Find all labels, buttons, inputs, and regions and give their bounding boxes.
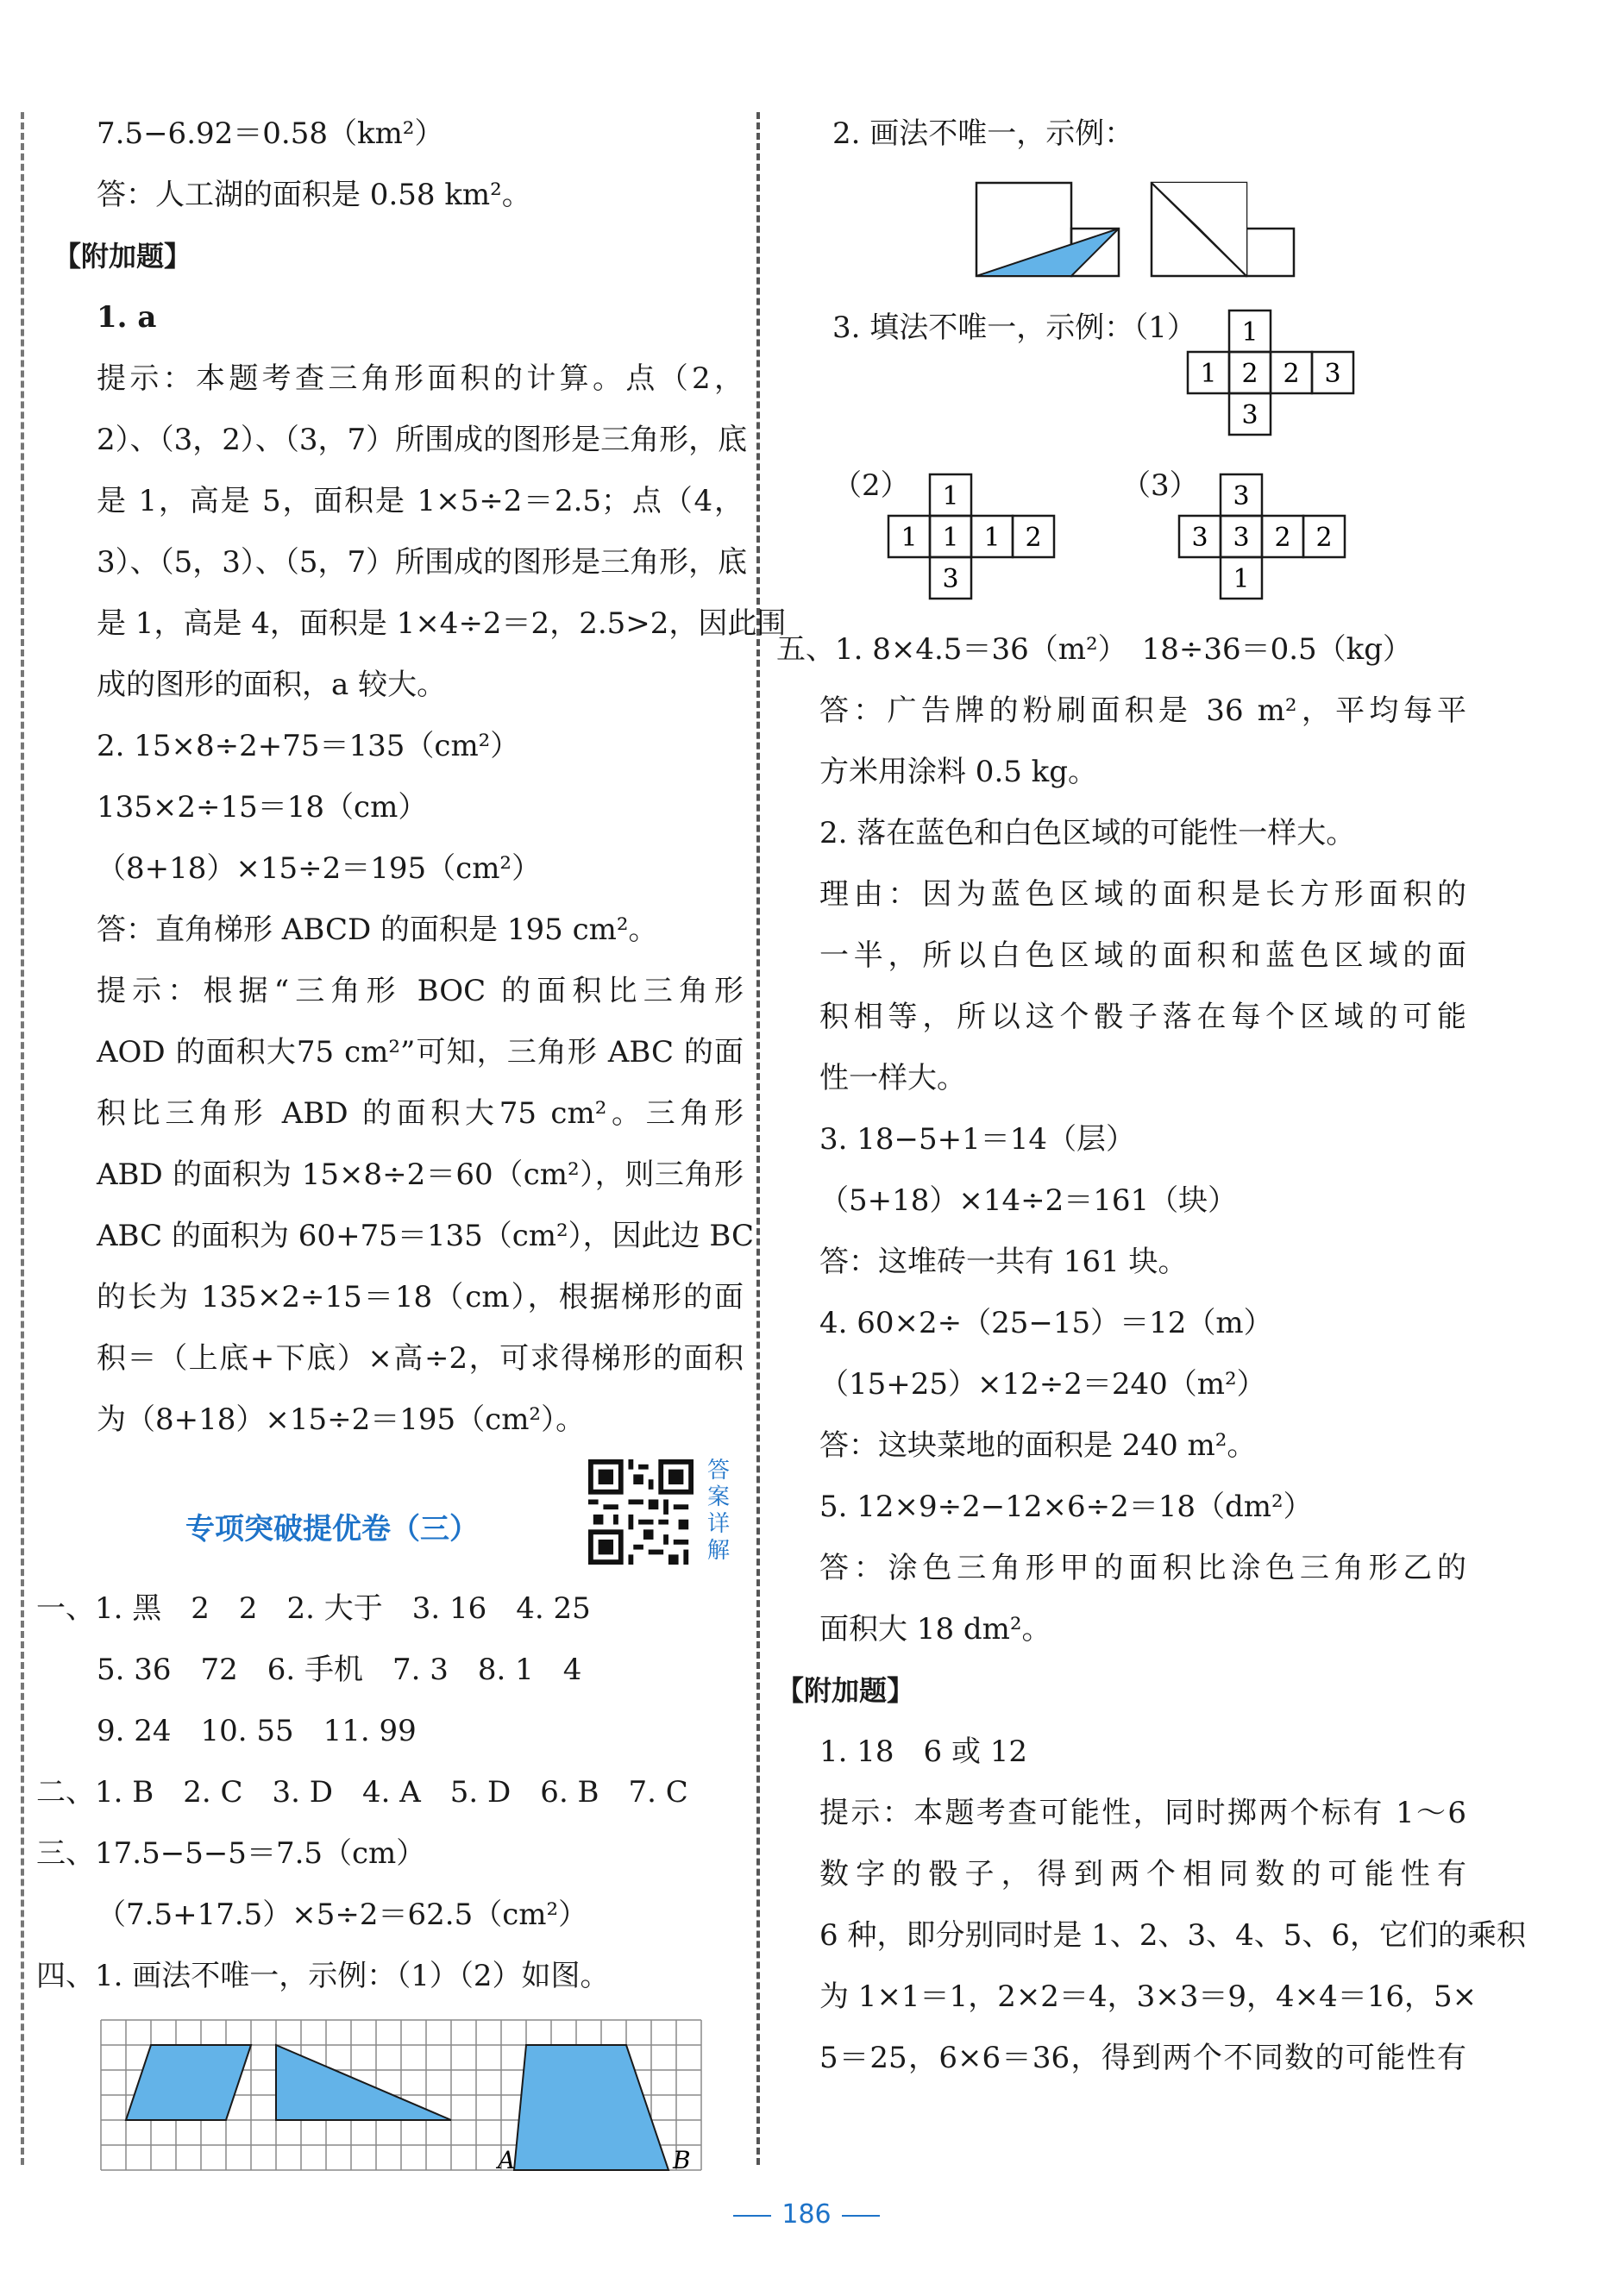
hint-line: 积比三角形 ABD 的面积大75 cm²。三角形 <box>97 1096 744 1131</box>
hint-line: 为 1×1＝1，2×2＝4，3×3＝9，4×4＝16，5× <box>819 1979 1478 2014</box>
text-line: 答：广告牌的粉刷面积是 36 m²，平均每平 <box>819 693 1466 728</box>
text-line: 性一样大。 <box>819 1061 966 1095</box>
net-cell: 2 <box>1274 523 1291 553</box>
text-line: 答：直角梯形 ABCD 的面积是 195 cm²。 <box>97 913 658 947</box>
hint-line: 5＝25，6×6＝36，得到两个不同数的可能性有 <box>819 2041 1466 2075</box>
hint-line: 积＝（上底+下底）×高÷2，可求得梯形的面积 <box>97 1341 744 1376</box>
footer-rule <box>733 2215 771 2217</box>
hint-line: 是 1，高是 4，面积是 1×4÷2＝2，2.5>2，因此围 <box>97 606 787 641</box>
drawing-example <box>975 181 1302 280</box>
net-cell: 3 <box>1324 359 1341 389</box>
text-line: 1. 18 6 或 12 <box>819 1735 1028 1769</box>
text-line: 理由：因为蓝色区域的面积是长方形面积的 <box>819 877 1466 912</box>
text-line: 3. 填法不唯一，示例：（1） <box>832 311 1196 345</box>
text-line: 答：涂色三角形甲的面积比涂色三角形乙的 <box>819 1551 1466 1585</box>
right-q3 <box>832 298 1196 359</box>
text-line: （8+18）×15÷2＝195（cm²） <box>97 851 542 886</box>
hint-line: 提示：本题考查三角形面积的计算。点（2， <box>97 361 744 396</box>
trapezoid-shape <box>514 2045 668 2170</box>
grid-figure <box>99 2018 703 2174</box>
text-line: 5. 12×9÷2−12×6÷2＝18（dm²） <box>819 1490 1313 1524</box>
hint-line: 是 1，高是 5，面积是 1×5÷2＝2.5；点（4， <box>97 484 744 518</box>
hint-line: ABD 的面积为 15×8÷2＝60（cm²），则三角形 <box>97 1157 744 1192</box>
text-line: 135×2÷15＝18（cm） <box>97 790 428 825</box>
hint-line: ABC 的面积为 60+75＝135（cm²），因此边 BC <box>97 1219 755 1253</box>
section-heading-extra: 【附加题】 <box>776 1674 915 1707</box>
answer-line: 四、1. 画法不唯一，示例：（1）（2）如图。 <box>36 1959 610 1993</box>
parallelogram-shape <box>126 2045 251 2120</box>
text-line: 答：这堆砖一共有 161 块。 <box>819 1245 1188 1279</box>
net-cell: 3 <box>1233 523 1250 553</box>
hint-line: 为（8+18）×15÷2＝195（cm²）。 <box>97 1402 586 1437</box>
net-cell: 1 <box>1241 317 1258 348</box>
net-cell: 3 <box>1233 481 1250 511</box>
text-line: 7.5−6.92＝0.58（km²） <box>97 116 444 151</box>
hint-line: AOD 的面积大75 cm²”可知，三角形 ABC 的面 <box>97 1035 744 1070</box>
right-q2 <box>832 104 1133 165</box>
text-line: 答：这块菜地的面积是 240 m²。 <box>819 1428 1257 1463</box>
text-line: （5+18）×14÷2＝161（块） <box>819 1183 1238 1218</box>
net-cell: 1 <box>901 523 918 553</box>
net-label-3: （3） <box>1121 468 1199 503</box>
text-line: 2. 画法不唯一，示例： <box>832 116 1134 151</box>
text-line: 2. 落在蓝色和白色区域的可能性一样大。 <box>819 816 1356 850</box>
point-label-b: B <box>673 2146 691 2174</box>
text-line: （15+25）×12÷2＝240（m²） <box>819 1367 1266 1402</box>
text-line: 面积大 18 dm²。 <box>819 1612 1051 1647</box>
answer-line: 9. 24 10. 55 11. 99 <box>97 1714 417 1748</box>
text-line: 方米用涂料 0.5 kg。 <box>819 755 1098 789</box>
net-label-2: （2） <box>832 468 910 503</box>
column-divider <box>756 112 760 2165</box>
answer-line: 五、1. 8×4.5＝36（m²） 18÷36＝0.5（kg） <box>776 632 1413 667</box>
answer-line: 一、1. 黑 2 2 2. 大于 3. 16 4. 25 <box>36 1591 591 1626</box>
qr-caption: 答案详解 <box>706 1458 730 1564</box>
text-line: 积相等，所以这个骰子落在每个区域的可能 <box>819 1000 1466 1034</box>
answer-line: 三、17.5−5−5＝7.5（cm） <box>36 1836 426 1871</box>
right-column <box>776 619 1527 2089</box>
cube-net-2 <box>887 473 1059 602</box>
net-cell: 2 <box>1025 523 1042 553</box>
net-cell: 3 <box>942 564 959 594</box>
text-line: 答：人工湖的面积是 0.58 km²。 <box>97 178 531 212</box>
net-cell: 1 <box>942 481 959 511</box>
triangle-shape <box>276 2045 451 2120</box>
qr-code[interactable] <box>588 1459 694 1565</box>
net-cell: 3 <box>1241 400 1258 430</box>
left-column-lower <box>36 1578 744 2007</box>
net-cell: 1 <box>1200 359 1217 389</box>
section-heading-extra: 【附加题】 <box>53 240 192 273</box>
hint-line: 数字的骰子，得到两个相同数的可能性有 <box>819 1857 1466 1891</box>
left-column <box>53 104 787 1451</box>
hint-line: 提示：本题考查可能性，同时掷两个标有 1～6 <box>819 1796 1466 1830</box>
net-cell: 2 <box>1283 359 1300 389</box>
hint-line: 的长为 135×2÷15＝18（cm），根据梯形的面 <box>97 1280 744 1314</box>
hint-line: 3）、（5，3）、（5，7）所围成的图形是三角形，底 <box>97 545 748 580</box>
point-label-a: A <box>498 2146 516 2174</box>
page-number: 186 <box>781 2199 832 2230</box>
hint-line: 2）、（3，2）、（3，7）所围成的图形是三角形，底 <box>97 423 748 457</box>
net-cell: 1 <box>983 523 1001 553</box>
footer-rule <box>842 2215 880 2217</box>
text-line: 2. 15×8÷2+75＝135（cm²） <box>97 729 520 763</box>
cube-net-1 <box>1186 309 1359 438</box>
net-cell: 3 <box>1191 523 1208 553</box>
text-line: 4. 60×2÷（25−15）＝12（m） <box>819 1306 1273 1340</box>
hint-line: 提示：根据“三角形 BOC 的面积比三角形 <box>97 974 744 1008</box>
left-margin-rule <box>21 112 24 2165</box>
hint-line: 6 种，即分别同时是 1、2、3、4、5、6，它们的乘积 <box>819 1918 1527 1953</box>
net-cell: 1 <box>1233 564 1250 594</box>
cube-net-3 <box>1177 473 1350 602</box>
net-cell: 2 <box>1241 359 1258 389</box>
hint-line: 成的图形的面积，a 较大。 <box>97 668 447 702</box>
text-line: 3. 18−5+1＝14（层） <box>819 1122 1136 1157</box>
net-cell: 2 <box>1315 523 1333 553</box>
page-footer <box>0 2199 1613 2230</box>
text-line: 一半，所以白色区域的面积和蓝色区域的面 <box>819 938 1466 973</box>
answer-line: （7.5+17.5）×5÷2＝62.5（cm²） <box>97 1898 588 1932</box>
net-cell: 1 <box>942 523 959 553</box>
answer-line: 5. 36 72 6. 手机 7. 3 8. 1 4 <box>97 1653 582 1687</box>
section-title: 专项突破提优卷（三） <box>185 1512 479 1546</box>
answer-line: 二、1. B 2. C 3. D 4. A 5. D 6. B 7. C <box>36 1775 688 1810</box>
question-1: 1. a <box>97 300 157 335</box>
